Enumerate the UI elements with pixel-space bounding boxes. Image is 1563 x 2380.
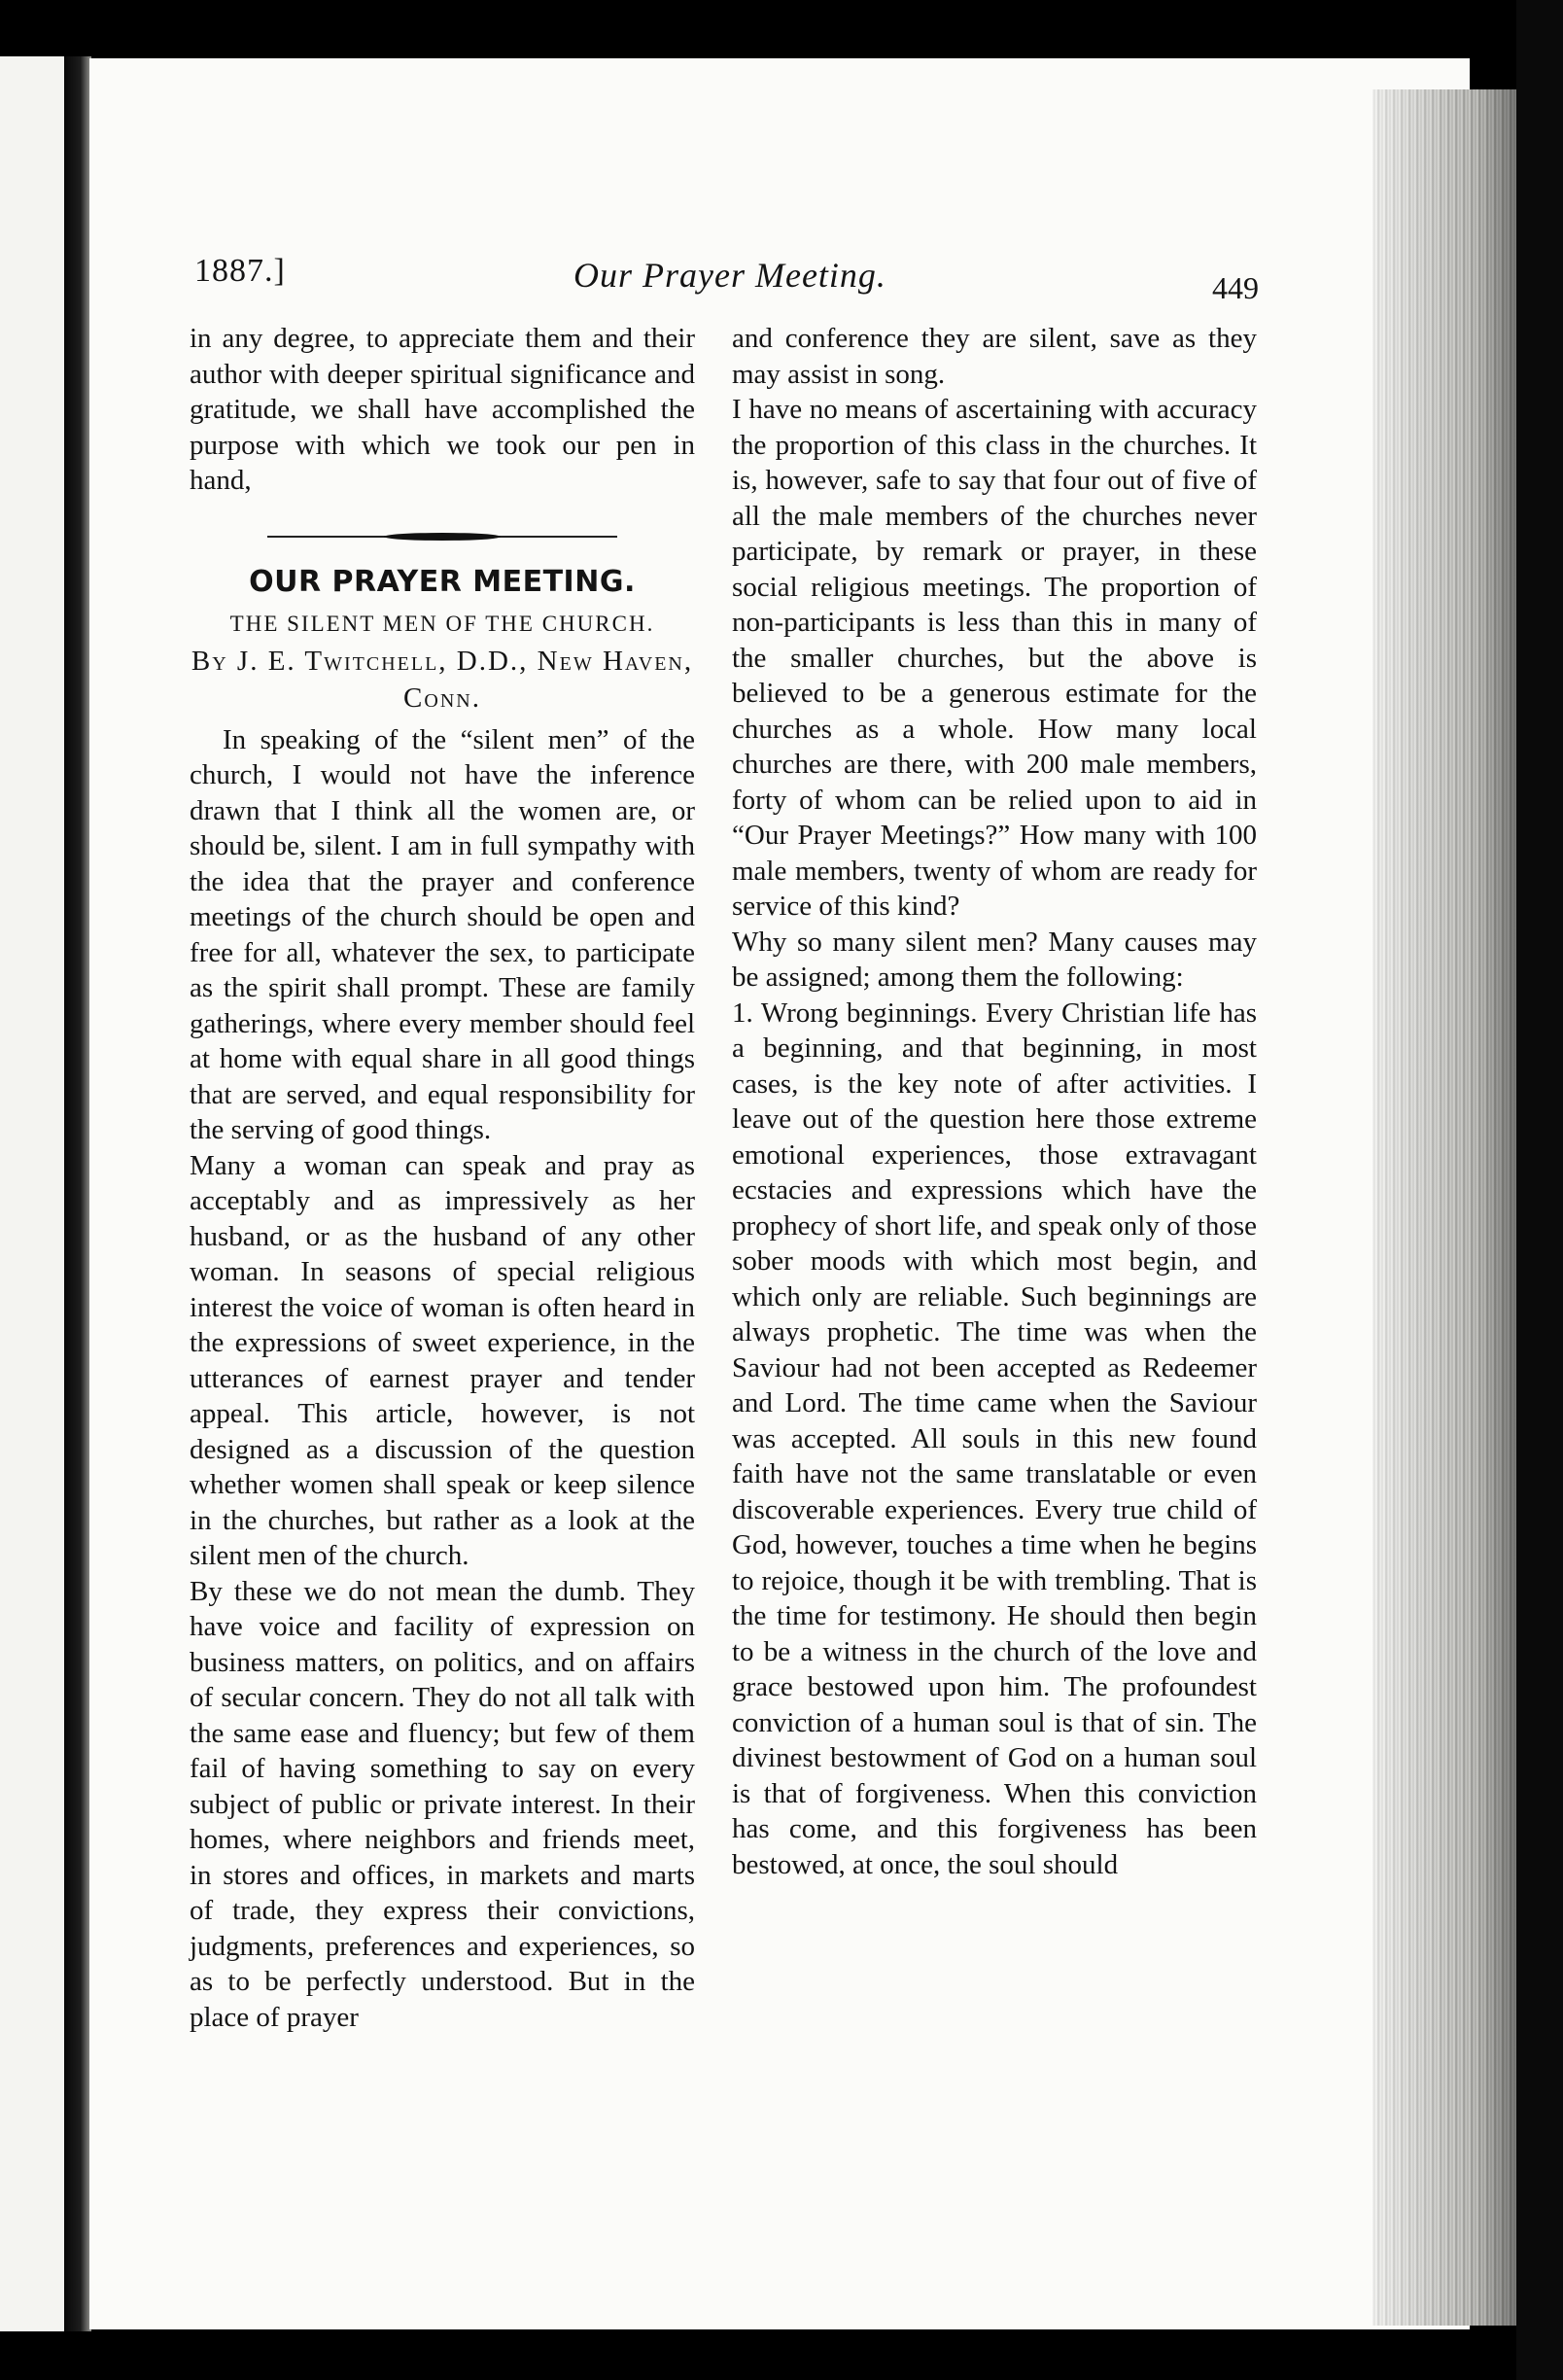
body-paragraph: Many a woman can speak and pray as acceptably and as impressively as her husband, or as the husband of any other woman. In seasons of special religious interest the voice of woman is often heard in the expressions of sweet experience, in the utterances of earnest prayer and tender appeal. This article, however, is not designed as a discussion of the question whether women shall speak or keep silence in the churches, but rather as a look at the silent men of the church. [190,1149,695,1571]
article-subtitle: THE SILENT MEN OF THE CHURCH. [229,611,655,636]
previous-page-edge [0,56,68,2331]
left-column [190,321,695,2035]
page-number: 449 [1212,270,1259,305]
body-paragraph: and conference they are silent, save as they may assist in song. [732,323,1257,390]
running-head [194,243,1259,305]
body-paragraph: 1. Wrong beginnings. Every Christian life has a beginning, and that beginning, in most cases, is the key note of after activities. I leave out of the question here those extreme emotional experiences, those extravagant ecstacies and expressions which have the prophecy of short life, and speak only of those sober moods with which most begin, and which only are reliable. Such beginnings are always prophetic. The time was when the Saviour had not been accepted as Redeemer and Lord. The time came when the Saviour was accepted. All souls in this new found faith have not the same translatable or even discoverable experiences. Every true child of God, however, touches a time when he begins to rejoice, though it be with trembling. That is the time for testimony. He should then begin to be a witness in the church of the love and grace bestowed upon him. The profoundest conviction of a human soul is that of sin. The divinest bestowment of God on a human soul is that of forgiveness. When this conviction has come, and this forgiveness has been bestowed, at once, the soul should [732,997,1257,1880]
book-edge-shadow [1516,0,1563,2380]
running-head-year: 1887.] [194,253,286,289]
continuation-paragraph: in any degree, to appreciate them and their author with deeper spiritual significance and gratitude, we shall have accomplished the purpose with which we took our pen in hand, [190,323,695,496]
article-byline: By J. E. Twitchell, D.D., New Haven, Conn. [191,645,694,714]
section-divider [267,532,617,542]
running-head-title: Our Prayer Meeting. [573,256,886,295]
section-title: OUR PRAYER MEETING. [249,564,636,599]
body-paragraph: By these we do not mean the dumb. They have voice and facility of expression on business matters, on politics, and on affairs of secular concern. They do not all talk with the same ease and fluency; but few of them fail of having something to say on every subject of public or private interest. In their homes, where neighbors and friends meet, in stores and offices, in markets and marts of trade, they express their convictions, judgments, preferences and experiences, so as to be perfectly understood. But in the place of prayer [190,1575,695,2033]
body-paragraph: In speaking of the “silent men” of the church, I would not have the inference drawn that I think all the women are, or should be, silent. I am in full sympathy with the idea that the prayer and conference meetings of the church should be open and free for all, whatever the sex, to participate as the spirit shall prompt. These are family gatherings, where every member should feel at home with equal share in all good things that are served, and equal responsibility for the serving of good things. [190,723,695,1145]
body-paragraph: Why so many silent men? Many causes may be assigned; among them the following: [732,926,1257,993]
right-column [732,321,1257,1882]
divider-ornament [384,533,501,541]
body-paragraph: I have no means of ascertaining with accuracy the proportion of this class in the churches. It is, however, safe to say that four out of five of all the male members of the churches never participate, by remark or prayer, in these social religious meetings. The proportion of non-participants is less than this in many of the smaller churches, but the above is believed to be a generous estimate for the churches as a whole. How many local churches are there, with 200 male members, forty of whom can be relied upon to aid in “Our Prayer Meetings?” How many with 100 male members, twenty of whom are ready for service of this kind? [732,394,1257,922]
gutter-shadow [64,56,91,2331]
